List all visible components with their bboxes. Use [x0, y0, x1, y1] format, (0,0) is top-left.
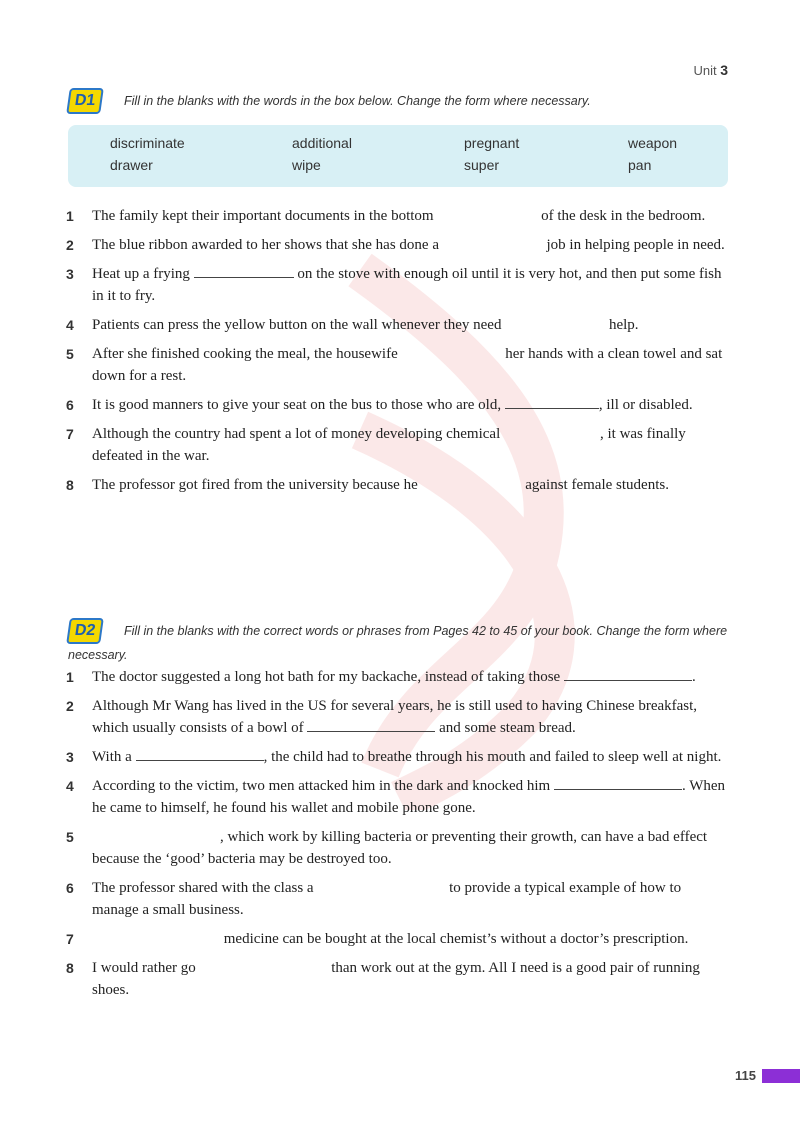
answer-blank[interactable] [317, 878, 445, 892]
item-text: The professor shared with the class a [92, 880, 314, 896]
item-text: job in helping people in need. [546, 237, 725, 253]
item-text: Although the country had spent a lot of money developing chemical [92, 426, 501, 442]
answer-blank[interactable] [307, 717, 435, 732]
item-text: According to the victim, two men attacked him in the dark and knocked him [92, 778, 551, 794]
word-box-item: weapon [628, 135, 678, 151]
item-text: to provide a typical example of how to manage a small business. [92, 880, 682, 918]
list-item [66, 666, 730, 688]
answer-blank[interactable] [505, 394, 599, 409]
item-text: With a [92, 749, 132, 765]
answer-blank[interactable] [443, 235, 543, 249]
item-number: 8 [66, 960, 74, 976]
d1-instruction: Fill in the blanks with the words in the box below. Change the form where necessary. [124, 94, 591, 108]
item-number: 5 [66, 829, 74, 845]
page-number [735, 1068, 800, 1083]
item-number: 7 [66, 426, 74, 442]
item-text: , ill or disabled. [598, 397, 693, 413]
list-item [66, 695, 730, 739]
d1-header [68, 88, 591, 114]
answer-blank[interactable] [421, 475, 521, 489]
item-number: 3 [66, 266, 74, 282]
word-box-item: pan [628, 157, 652, 173]
item-text: on the stove with enough oil until it is very hot, and then put some fish in it to fry. [92, 266, 722, 304]
list-item [66, 775, 730, 819]
page-number-bar [762, 1069, 800, 1083]
word-box-item: wipe [292, 157, 321, 173]
answer-blank[interactable] [504, 424, 600, 438]
item-text: against female students. [525, 477, 669, 493]
item-text: I would rather go [92, 960, 196, 976]
word-box-item: discriminate [110, 135, 185, 151]
item-text: her hands with a clean towel and sat down for a rest. [92, 346, 723, 384]
word-box [68, 125, 728, 187]
list-item [66, 877, 730, 921]
answer-blank[interactable] [554, 775, 682, 790]
list-item [66, 205, 730, 227]
item-number: 2 [66, 237, 74, 253]
list-item [66, 394, 730, 416]
item-number: 8 [66, 477, 74, 493]
item-text: , the child had to breathe through his mouth and failed to sleep well at night. [263, 749, 722, 765]
d1-badge: D1 [66, 88, 104, 114]
page-number-text: 115 [735, 1068, 756, 1083]
list-item [66, 928, 730, 950]
word-box-item: super [464, 157, 500, 173]
list-item [66, 826, 730, 870]
answer-blank[interactable] [136, 746, 264, 761]
item-text: Patients can press the yellow button on the wall whenever they need [92, 317, 502, 333]
word-box-item: drawer [110, 157, 153, 173]
d1-items [66, 205, 730, 503]
list-item [66, 474, 730, 496]
item-text: The doctor suggested a long hot bath for my backache, instead of taking those [92, 669, 561, 685]
unit-text: Unit [693, 63, 717, 78]
list-item [66, 746, 730, 768]
list-item [66, 343, 730, 387]
item-text: Although Mr Wang has lived in the US for several years, he is still used to having Chinese breakfast, which usually consists of a bowl of [92, 698, 698, 736]
item-text: , it was finally defeated in the war. [92, 426, 686, 464]
item-number: 1 [66, 669, 74, 685]
item-number: 1 [66, 208, 74, 224]
answer-blank[interactable] [564, 666, 692, 681]
item-text: The blue ribbon awarded to her shows that she has done a [92, 237, 439, 253]
answer-blank[interactable] [194, 263, 294, 278]
item-text: The family kept their important documents in the bottom [92, 208, 434, 224]
item-number: 2 [66, 698, 74, 714]
item-text: After she finished cooking the meal, the housewife [92, 346, 398, 362]
item-text: help. [608, 317, 639, 333]
item-text: and some steam bread. [439, 720, 576, 736]
word-box-item: pregnant [464, 135, 520, 151]
list-item [66, 234, 730, 256]
item-text: Heat up a frying [92, 266, 190, 282]
word-box-item: additional [292, 135, 352, 151]
item-text: . [691, 669, 696, 685]
list-item [66, 314, 730, 336]
d2-header [68, 618, 732, 666]
item-number: 4 [66, 778, 74, 794]
list-item [66, 957, 730, 1001]
unit-number: 3 [720, 62, 728, 78]
item-text: than work out at the gym. All I need is a good pair of running shoes. [92, 960, 700, 998]
answer-blank[interactable] [402, 344, 502, 358]
answer-blank[interactable] [505, 315, 605, 329]
item-number: 7 [66, 931, 74, 947]
item-text: It is good manners to give your seat on the bus to those who are old, [92, 397, 502, 413]
item-text: The professor got fired from the university because he [92, 477, 418, 493]
unit-label [693, 62, 728, 78]
list-item [66, 423, 730, 467]
item-number: 5 [66, 346, 74, 362]
answer-blank[interactable] [437, 206, 537, 220]
item-number: 6 [66, 880, 74, 896]
answer-blank[interactable] [92, 929, 220, 943]
answer-blank[interactable] [199, 958, 327, 972]
d2-badge: D2 [66, 618, 104, 644]
item-number: 4 [66, 317, 74, 333]
item-text: of the desk in the bedroom. [541, 208, 706, 224]
d2-instruction: Fill in the blanks with the correct words or phrases from Pages 42 to 45 of your book. Change the form where necessary. [68, 624, 728, 662]
item-number: 3 [66, 749, 74, 765]
answer-blank[interactable] [92, 827, 220, 841]
d2-items [66, 666, 730, 1008]
item-number: 6 [66, 397, 74, 413]
item-text: , which work by killing bacteria or preventing their growth, can have a bad effect because the ‘good’ bacteria may be destroyed too. [92, 829, 708, 867]
item-text: medicine can be bought at the local chemist’s without a doctor’s prescription. [223, 931, 689, 947]
list-item [66, 263, 730, 307]
item-text: . When he came to himself, he found his wallet and mobile phone gone. [92, 778, 726, 816]
